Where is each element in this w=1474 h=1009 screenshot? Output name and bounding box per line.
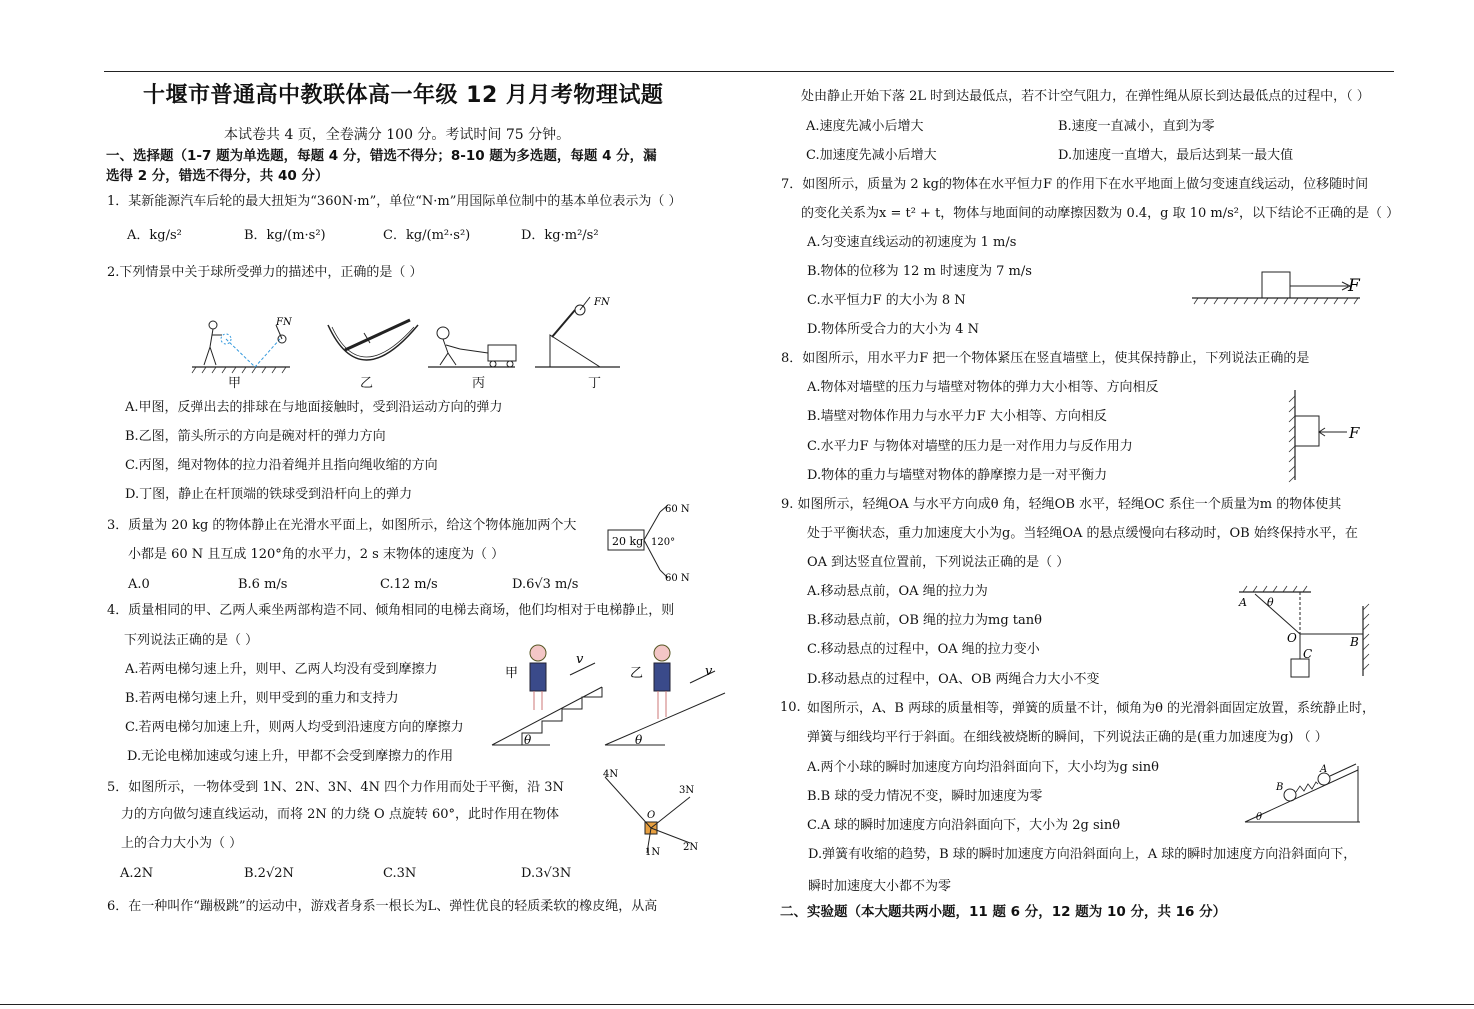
q5-f3-label: 3N <box>679 785 695 796</box>
q3-line2: 小都是 60 N 且互成 120°角的水平力，2 s 末物体的速度为（ ） <box>128 547 505 562</box>
q5-option-c: C.3N <box>383 866 417 881</box>
q4-jia-label: 甲 <box>505 666 519 681</box>
q10-figure <box>1240 760 1365 825</box>
q4-line1: 4．质量相同的甲、乙两人乘坐两部构造不同、倾角相同的电梯去商场，他们均相对于电梯静止，则 <box>107 603 675 618</box>
q6-option-c: C.加速度先减小后增大 <box>806 148 937 163</box>
q2-figure <box>190 295 620 395</box>
q7-option-b: B.物体的位移为 12 m 时速度为 7 m/s <box>807 264 1032 279</box>
top-rule <box>104 71 1394 72</box>
q3-line1: 3．质量为 20 kg 的物体静止在光滑水平面上，如图所示，给这个物体施加两个大 <box>107 518 577 533</box>
q6-option-d: D.加速度一直增大，最后达到某一最大值 <box>1058 148 1294 163</box>
q2-label-yi: 乙 <box>360 376 374 391</box>
q3-option-b: B.6 m/s <box>238 577 288 592</box>
q7-option-c: C.水平恒力F 的大小为 8 N <box>807 293 966 308</box>
exam-title: 十堰市普通高中教联体高一年级 12 月月考物理试题 <box>143 83 664 108</box>
q9-c-label: C <box>1303 647 1313 661</box>
q2-label-ding: 丁 <box>588 376 602 391</box>
q3-angle-label: 120° <box>651 537 676 548</box>
q9-theta-label: θ <box>1267 596 1274 609</box>
q7-option-d: D.物体所受合力的大小为 4 N <box>807 322 980 337</box>
q10-theta-label: θ <box>1256 812 1263 823</box>
q2-option-c: C.丙图，绳对物体的拉力沿着绳并且指向绳收缩的方向 <box>125 458 438 473</box>
section1-heading-cont: 选得 2 分，错选不得分，共 40 分） <box>106 168 329 184</box>
q4-option-c: C.若两电梯匀加速上升，则两人均受到沿速度方向的摩擦力 <box>125 720 464 735</box>
q10-option-d: D.弹簧有收缩的趋势，B 球的瞬时加速度方向沿斜面向上，A 球的瞬时加速度方向沿斜面向下， <box>808 847 1357 862</box>
q6-option-b: B.速度一直减小，直到为零 <box>1058 119 1215 134</box>
q6-option-a: A.速度先减小后增大 <box>806 119 924 134</box>
q10-b-label: B <box>1276 782 1284 793</box>
q10-a-label: A <box>1320 764 1328 775</box>
q2-fig-bing <box>428 327 516 367</box>
q10-option-d-cont: 瞬时加速度大小都不为零 <box>808 879 952 894</box>
q3-mass-label: 20 kg <box>612 535 644 548</box>
q2-fn-label-ding: FN <box>594 297 610 308</box>
q4-yi-label: 乙 <box>630 666 644 681</box>
section2-heading: 二、实验题（本大题共两小题，11 题 6 分，12 题为 10 分，共 16 分） <box>780 904 1227 920</box>
q8-option-d: D.物体的重力与墙壁对物体的静摩擦力是一对平衡力 <box>807 468 1108 483</box>
q5-f1-label: 1N <box>645 847 661 858</box>
q4-theta-2: θ <box>635 733 643 747</box>
q8-figure <box>1285 388 1365 483</box>
q8-stem: 8．如图所示，用水平力F 把一个物体紧压在竖直墙壁上，使其保持静止，下列说法正确的是 <box>781 351 1310 366</box>
q5-f4-label: 4N <box>603 769 619 780</box>
q2-stem: 2.下列情景中关于球所受弹力的描述中，正确的是（ ） <box>107 265 423 280</box>
q1-stem: 1．某新能源汽车后轮的最大扭矩为“360N·m”，单位“N·m”用国际单位制中的基本单位表示为（ ） <box>107 194 682 209</box>
q8-option-b: B.墙壁对物体作用力与水平力F 大小相等、方向相反 <box>807 409 1107 424</box>
q9-line1: 9. 如图所示，轻绳OA 与水平方向成θ 角，轻绳OB 水平，轻绳OC 系住一个质量为m 的物体使其 <box>781 497 1342 512</box>
q2-fig-ding <box>535 297 620 367</box>
q9-option-b: B.移动悬点前，OB 绳的拉力为mg tanθ <box>807 613 1042 628</box>
q4-line2: 下列说法正确的是（ ） <box>124 633 259 648</box>
q5-option-d: D.3√3N <box>521 866 572 881</box>
q9-option-a: A.移动悬点前，OA 绳的拉力为 <box>807 584 988 599</box>
q4-option-a: A.若两电梯匀速上升，则甲、乙两人均没有受到摩擦力 <box>125 662 438 677</box>
q9-line3: OA 到达竖直位置前，下列说法正确的是（ ） <box>807 555 1070 570</box>
q5-o-label: O <box>647 810 656 821</box>
q1-option-c: C．kg/(m²·s²) <box>383 228 471 243</box>
q8-f-label: F <box>1349 424 1360 442</box>
q4-figure <box>490 635 730 750</box>
q1-option-a: A．kg/s² <box>127 228 182 243</box>
q7-option-a: A.匀变速直线运动的初速度为 1 m/s <box>807 235 1017 250</box>
q5-option-b: B.2√2N <box>244 866 294 881</box>
q2-option-b: B.乙图，箭头所示的方向是碗对杆的弹力方向 <box>125 429 386 444</box>
q4-option-b: B.若两电梯匀速上升，则甲受到的重力和支持力 <box>125 691 399 706</box>
q3-figure <box>605 500 705 585</box>
q2-fig-jia <box>192 317 293 373</box>
q5-option-a: A.2N <box>120 866 154 881</box>
q2-option-a: A.甲图，反弹出去的排球在与地面接触时，受到沿运动方向的弹力 <box>125 400 503 415</box>
q5-line1: 5．如图所示，一物体受到 1N、2N、3N、4N 四个力作用而处于平衡，沿 3N <box>107 780 564 795</box>
q4-theta-1: θ <box>524 733 532 747</box>
q7-f-label: F <box>1348 276 1360 296</box>
q1-option-b: B．kg/(m·s²) <box>244 228 326 243</box>
q7-line1: 7．如图所示，质量为 2 kg的物体在水平恒力F 的作用下在水平地面上做匀变速直线运动，位移随时间 <box>781 177 1369 192</box>
q8-option-c: C.水平力F 与物体对墙壁的压力是一对作用力与反作用力 <box>807 439 1133 454</box>
section1-heading: 一、选择题（1-7 题为单选题，每题 4 分，错选不得分；8-10 题为多选题，每题 4 分，漏 <box>106 148 657 164</box>
q2-fig-yi <box>328 320 418 360</box>
q1-option-d: D．kg·m²/s² <box>521 228 599 243</box>
q2-fn-label-jia: FN <box>276 317 292 328</box>
q10-line1: 如图所示，A、B 两球的质量相等，弹簧的质量不计，倾角为θ 的光滑斜面固定放置，系统静止时， <box>807 701 1376 716</box>
q5-line3: 上的合力大小为（ ） <box>121 836 243 851</box>
q9-b-label: B <box>1350 635 1359 649</box>
q9-figure <box>1235 584 1380 684</box>
bottom-rule <box>0 1004 1474 1005</box>
q10-option-b: B.B 球的受力情况不变，瞬时加速度为零 <box>807 789 1043 804</box>
q10-option-a: A.两个小球的瞬时加速度方向均沿斜面向下，大小均为g sinθ <box>807 760 1160 775</box>
q5-f2-label: 2N <box>683 842 699 853</box>
q8-option-a: A.物体对墙壁的压力与墙壁对物体的弹力大小相等、方向相反 <box>807 380 1159 395</box>
q9-a-label: A <box>1239 596 1247 609</box>
q5-figure <box>595 765 705 860</box>
q3-force-label-top: 60 N <box>665 504 690 515</box>
q9-option-d: D.移动悬点的过程中，OA、OB 两绳合力大小不变 <box>807 672 1100 687</box>
q10-number: 10. <box>780 700 801 715</box>
q4-v-label-2: v <box>705 664 713 679</box>
q10-option-c: C.A 球的瞬时加速度方向沿斜面向下，大小为 2g sinθ <box>807 818 1121 833</box>
q6-line1: 6．在一种叫作“蹦极跳”的运动中，游戏者身系一根长为L、弹性优良的轻质柔软的橡皮绳，从高 <box>107 899 658 914</box>
q3-force-label-bottom: 60 N <box>665 573 690 584</box>
q9-o-label: O <box>1287 631 1297 645</box>
q3-option-d: D.6√3 m/s <box>512 577 579 592</box>
q6-line2: 处由静止开始下落 2L 时到达最低点，若不计空气阻力，在弹性绳从原长到达最低点的过程中，（ ） <box>801 89 1370 104</box>
q2-label-bing: 丙 <box>472 376 486 391</box>
q10-line2: 弹簧与细线均平行于斜面。在细线被烧断的瞬间，下列说法正确的是(重力加速度为g) （ ） <box>807 730 1328 745</box>
q4-option-d: D.无论电梯加速或匀速上升，甲都不会受到摩擦力的作用 <box>127 749 454 764</box>
q2-label-jia: 甲 <box>228 376 242 391</box>
q9-line2: 处于平衡状态，重力加速度大小为g。当轻绳OA 的悬点缓慢向右移动时，OB 始终保持水平，在 <box>807 526 1358 541</box>
q7-line2: 的变化关系为x = t² + t，物体与地面间的动摩擦因数为 0.4，g 取 10 m/s²，以下结论不正确的是（ ） <box>801 206 1400 221</box>
q4-v-label-1: v <box>576 652 584 667</box>
q9-option-c: C.移动悬点的过程中，OA 绳的拉力变小 <box>807 642 1040 657</box>
q2-option-d: D.丁图，静止在杆顶端的铁球受到沿杆向上的弹力 <box>125 487 413 502</box>
q7-figure <box>1190 268 1370 308</box>
q3-option-a: A.0 <box>128 577 150 592</box>
exam-subtitle: 本试卷共 4 页，全卷满分 100 分。考试时间 75 分钟。 <box>224 127 571 143</box>
q3-option-c: C.12 m/s <box>380 577 438 592</box>
q5-line2: 力的方向做匀速直线运动，而将 2N 的力绕 O 点旋转 60°，此时作用在物体 <box>121 807 560 822</box>
